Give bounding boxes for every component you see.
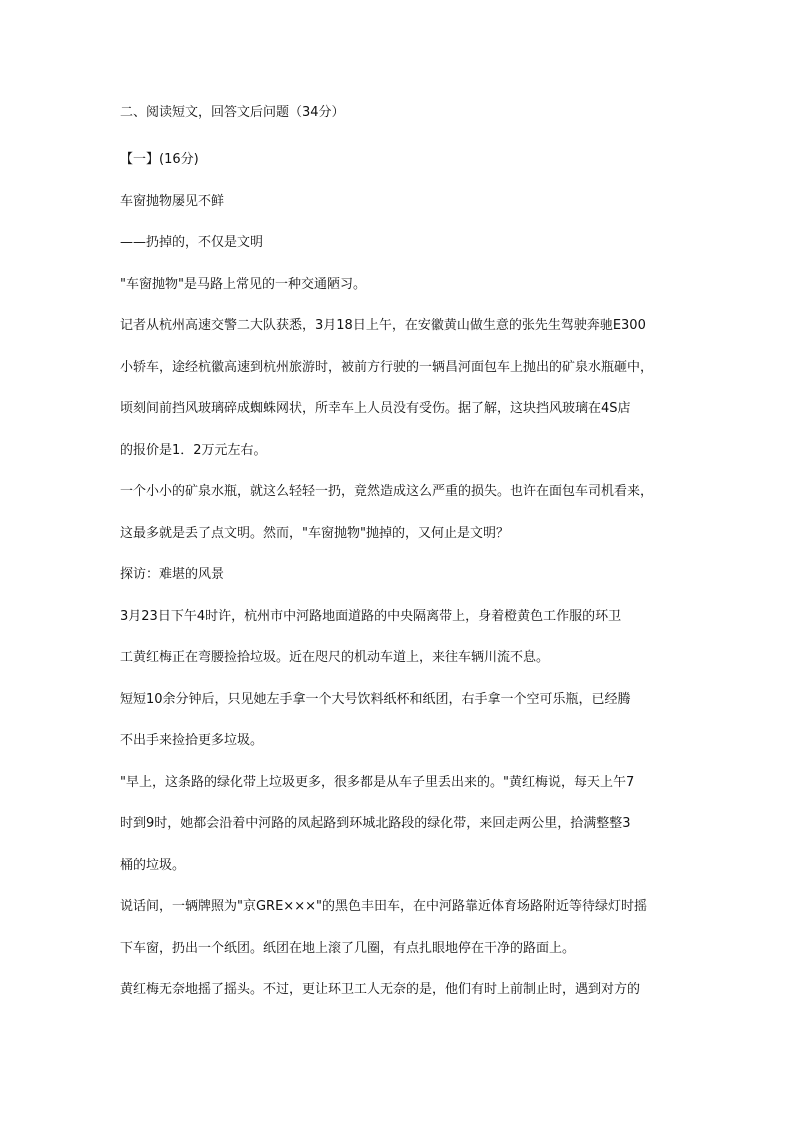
paragraph-line: 的报价是1．2万元左右。	[120, 443, 267, 458]
paragraph-line: 不出手来捡拾更多垃圾。	[120, 733, 264, 748]
paragraph-line: "早上，这条路的绿化带上垃圾更多，很多都是从车子里丢出来的。"黄红梅说，每天上午7	[120, 775, 635, 790]
paragraph-line: 工黄红梅正在弯腰捡拾垃圾。近在咫尺的机动车道上，来往车辆川流不息。	[120, 650, 550, 665]
paragraph-line: 下车窗，扔出一个纸团。纸团在地上滚了几圈，有点扎眼地停在干净的路面上。	[120, 941, 576, 956]
paragraph-line: 小轿车，途经杭徽高速到杭州旅游时，被前方行驶的一辆昌河面包车上抛出的矿泉水瓶砸中，	[120, 360, 654, 375]
paragraph-line: 顷刻间前挡风玻璃碎成蜘蛛网状，所幸车上人员没有受伤。据了解，这块挡风玻璃在4S店	[120, 401, 631, 416]
paragraph-line: 桶的垃圾。	[120, 858, 186, 873]
article-subtitle: ——扔掉的，不仅是文明	[120, 235, 264, 250]
paragraph-line: 这最多就是丢了点文明。然而，"车窗抛物"抛掉的，又何止是文明？	[120, 526, 509, 541]
paragraph-line: 黄红梅无奈地摇了摇头。不过，更让环卫工人无奈的是，他们有时上前制止时，遇到对方的	[120, 982, 641, 997]
paragraph-line: 一个小小的矿泉水瓶，就这么轻轻一扔，竟然造成这么严重的损失。也许在面包车司机看来，	[120, 484, 654, 499]
paragraph-line: 时到9时，她都会沿着中河路的凤起路到环城北路段的绿化带，来回走两公里，拾满整整3	[120, 816, 631, 831]
paragraph-line: 3月23日下午4时许，杭州市中河路地面道路的中央隔离带上，身着橙黄色工作服的环卫	[120, 609, 622, 624]
article-title: 车窗抛物屡见不鲜	[120, 194, 225, 209]
paragraph-line: 记者从杭州高速交警二大队获悉，3月18日上午，在安徽黄山做生意的张先生驾驶奔驰E300	[120, 318, 646, 333]
paragraph-line: "车窗抛物"是马路上常见的一种交通陋习。	[120, 277, 366, 292]
section-heading: 二、阅读短文，回答文后问题（34分）	[120, 105, 345, 120]
section-subheading: 探访：难堪的风景	[120, 567, 225, 582]
paragraph-line: 说话间，一辆牌照为"京GRE×××"的黑色丰田车，在中河路靠近体育场路附近等待绿灯时摇	[120, 899, 647, 914]
paragraph-line: 短短10余分钟后，只见她左手拿一个大号饮料纸杯和纸团，右手拿一个空可乐瓶，已经腾	[120, 692, 631, 707]
part-heading: 【一】(16分)	[120, 152, 199, 167]
